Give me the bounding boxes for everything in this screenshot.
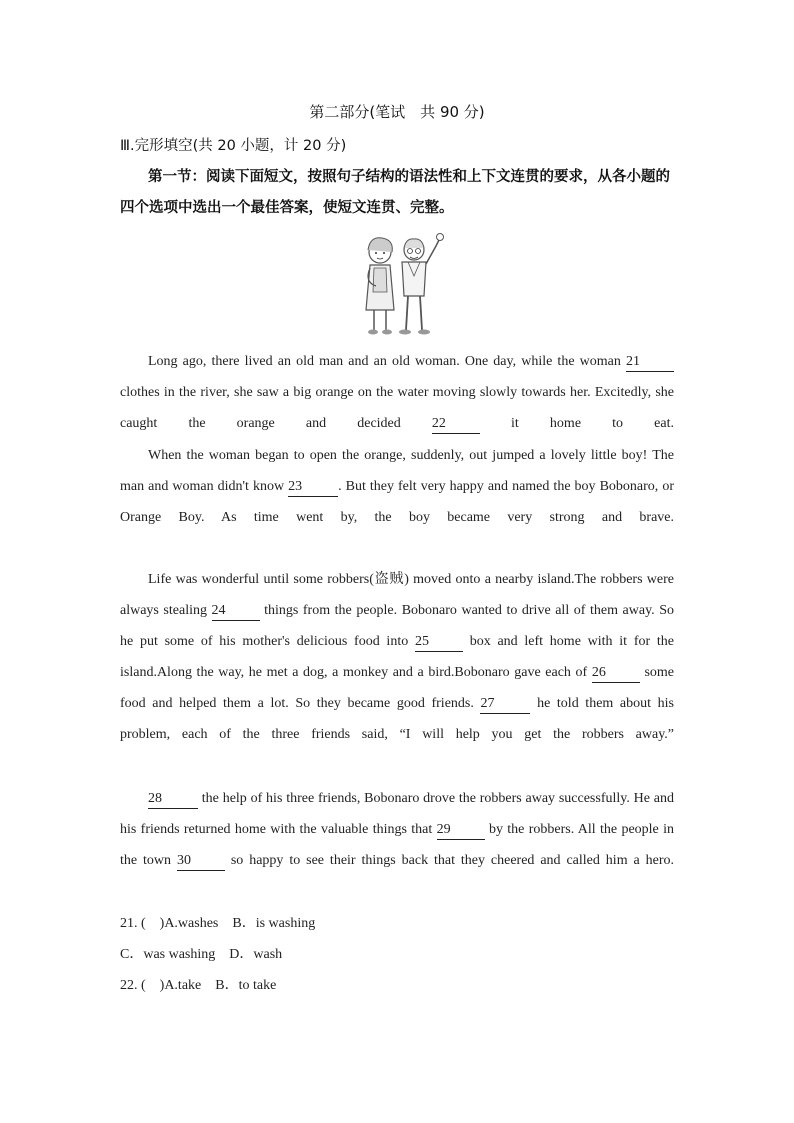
paragraph-4 bbox=[120, 783, 674, 876]
text: by the robbers. All the people in the town bbox=[120, 822, 674, 868]
blank-28: 28 bbox=[148, 790, 198, 809]
text: clothes in the river, she saw a big orange on the water moving slowly towards her. Excitedly, she caught the orange and decided bbox=[120, 385, 674, 431]
text: things from the people. Bobonaro wanted to drive all of them away. So he put some of his mother's delicious food into bbox=[120, 603, 675, 649]
question-21-options-a-b: 21. ( )A.washes B．is washing bbox=[120, 916, 316, 931]
text: the help of his three friends, Bobonaro drove the robbers away successfully. He and his friends returned home with the valuable things that bbox=[120, 791, 674, 837]
text: Long ago, there lived an old man and an old woman. One day, while the woman bbox=[148, 354, 626, 369]
instructions: 第一节：阅读下面短文，按照句子结构的语法性和上下文连贯的要求，从各小题的四个选项中选出一个最佳答案，使短文连贯、完整。 bbox=[120, 169, 670, 216]
text: Life was wonderful until some robbers(盗贼) moved onto a nearby island.The robbers were always stealing bbox=[120, 572, 674, 618]
text: he told them about his problem, each of the three friends said, “I will help you get the robbers away.” bbox=[120, 696, 674, 742]
question-21-options-c-d: C．was washing D．wash bbox=[120, 947, 283, 962]
paragraph-1 bbox=[120, 346, 674, 439]
part-title: 第二部分(笔试 共 90 分) bbox=[309, 103, 485, 121]
text: some food and helped them a lot. So they became good friends. bbox=[120, 665, 674, 711]
elderly-couple-illustration bbox=[356, 232, 444, 338]
text: When the woman began to open the orange, suddenly, out jumped a lovely little boy! The man and woman didn't know bbox=[120, 448, 674, 494]
blank-27: 27 bbox=[480, 695, 530, 714]
blank-24: 24 bbox=[212, 602, 260, 621]
text: box and left home with it for the island.Along the way, he met a dog, a monkey and a bird.Bobonaro gave each of bbox=[120, 634, 674, 680]
section-heading: Ⅲ.完形填空(共 20 小题，计 20 分) bbox=[120, 138, 347, 154]
blank-23: 23 bbox=[288, 478, 338, 497]
text: so happy to see their things back that they cheered and called him a hero. bbox=[224, 853, 674, 868]
paragraph-2 bbox=[120, 440, 674, 533]
blank-26: 26 bbox=[592, 664, 640, 683]
question-22-options-a-b: 22. ( )A.take B．to take bbox=[120, 978, 277, 993]
blank-21: 21 bbox=[626, 353, 674, 372]
paragraph-3 bbox=[120, 564, 674, 750]
text: . But they felt very happy and named the boy Bobonaro, or Orange Boy. As time went by, the boy became very strong and brave. bbox=[120, 479, 674, 525]
text: it home to eat. bbox=[479, 416, 674, 431]
blank-30: 30 bbox=[177, 852, 225, 871]
blank-25: 25 bbox=[415, 633, 463, 652]
blank-29: 29 bbox=[437, 821, 485, 840]
blank-22: 22 bbox=[432, 415, 480, 434]
